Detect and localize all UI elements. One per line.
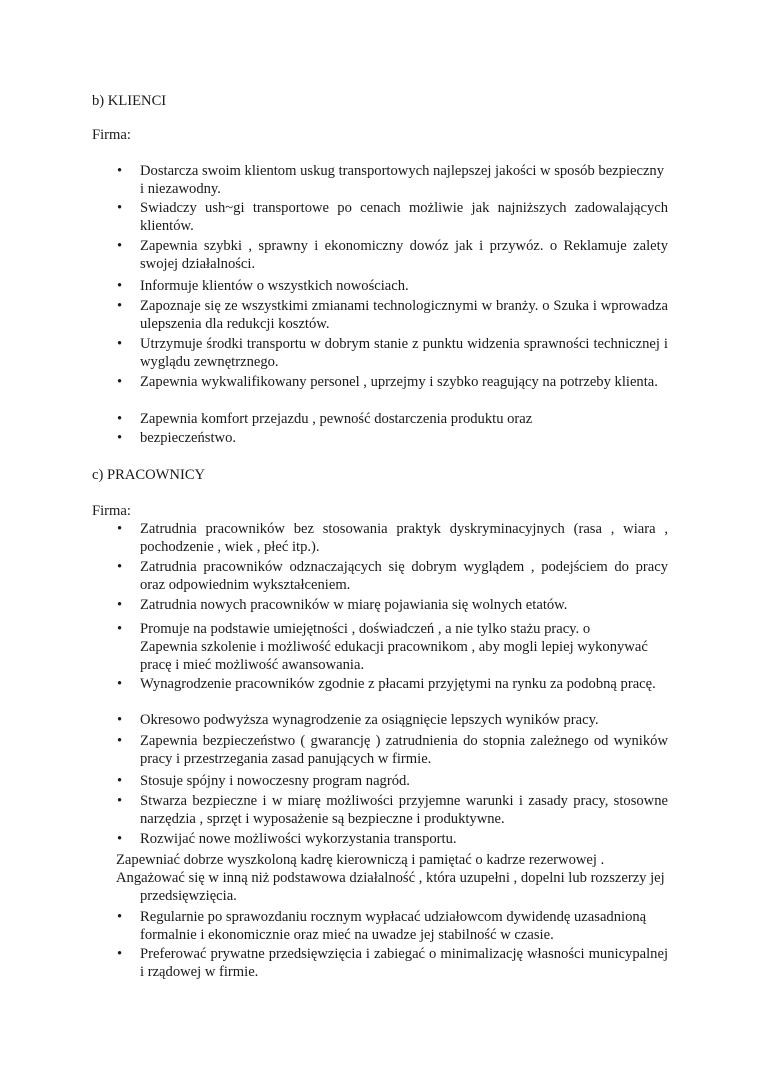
list-item	[117, 162, 668, 198]
bullet-icon: •	[117, 946, 123, 962]
list-item-text: Zapoznaje się ze wszystkimi zmianami technologicznymi w branży. o Szuka i wprowadza ulepszenia dla redukcji kosztów.	[140, 298, 668, 333]
list-item	[117, 237, 668, 273]
list-item-text: Swiadczy ush~gi transportowe po cenach możliwie jak najniższych zadowalających klientów.	[140, 200, 668, 235]
list-item-text: Zapewnia komfort przejazdu , pewność dostarczenia produktu oraz	[140, 411, 533, 427]
list-item	[140, 638, 668, 674]
list-item-text: Preferować prywatne przedsięwzięcia i zabiegać o minimalizację własności municypalnej i rządowej w firmie.	[140, 946, 668, 981]
bullet-icon: •	[117, 278, 123, 294]
bullet-icon: •	[117, 374, 123, 390]
section-klienci-heading: b) KLIENCI	[92, 93, 167, 109]
list-item	[117, 429, 668, 447]
list-item	[117, 373, 668, 391]
list-item	[117, 792, 668, 828]
list-item-text: Zapewnia wykwalifikowany personel , uprzejmy i szybko reagujący na potrzeby klienta.	[140, 374, 658, 390]
list-item	[117, 558, 668, 594]
bullet-icon: •	[117, 773, 123, 789]
list-item-text: Regularnie po sprawozdaniu rocznym wypłacać udziałowcom dywidendę uzasadnioną formalnie i ekonomicznie oraz mieć na uwadze jej stabilność w czasie.	[140, 909, 647, 944]
bullet-icon: •	[117, 712, 123, 728]
list-item	[117, 711, 668, 729]
bullet-icon: •	[117, 430, 123, 446]
list-item-text: bezpieczeństwo.	[140, 430, 237, 446]
bullet-icon: •	[117, 200, 123, 216]
list-item	[117, 410, 668, 428]
list-item-text: Rozwijać nowe możliwości wykorzystania transportu.	[140, 831, 457, 847]
list-item	[117, 945, 668, 981]
list-item	[117, 297, 668, 333]
bullet-icon: •	[117, 163, 123, 179]
list-item-text: Zapewnia szkolenie i możliwość edukacji pracownikom , aby mogli lepiej wykonywać pracę i mieć możliwość awansowania.	[140, 639, 648, 674]
list-item-text: Zapewnia szybki , sprawny i ekonomiczny dowóz jak i przywóz. o Reklamuje zalety swojej działalności.	[140, 238, 668, 273]
bullet-icon: •	[117, 676, 123, 692]
list-item	[117, 199, 668, 235]
list-item-text: Wynagrodzenie pracowników zgodnie z płacami przyjętymi na rynku za podobną pracę.	[140, 676, 656, 692]
list-item-text: Zapewnia bezpieczeństwo ( gwarancję ) zatrudnienia do stopnia zależnego od wyników pracy i przestrzegania zasad panujących w firmie.	[140, 733, 668, 768]
paragraph: Zapewniać dobrze wyszkoloną kadrę kierowniczą i pamiętać o kadrze rezerwowej .	[116, 852, 605, 868]
list-item	[117, 520, 668, 556]
list-item	[117, 732, 668, 768]
list-item	[117, 335, 668, 371]
list-item-text: Utrzymuje środki transportu w dobrym stanie z punktu widzenia sprawności technicznej i wyglądu zewnętrznego.	[140, 336, 668, 371]
section-pracownicy-intro: Firma:	[92, 503, 131, 519]
list-item-text: Promuje na podstawie umiejętności , doświadczeń , a nie tylko stażu pracy. o	[140, 621, 591, 637]
list-item-text: Zatrudnia pracowników odznaczających się dobrym wyglądem , podejściem do pracy oraz odpowiednim wykształceniem.	[140, 559, 668, 594]
bullet-icon: •	[117, 909, 123, 925]
list-item-text: Dostarcza swoim klientom uskug transportowych najlepszej jakości w sposób bezpieczny i niezawodny.	[140, 163, 665, 198]
section-pracownicy-heading: c) PRACOWNICY	[92, 467, 206, 483]
bullet-icon: •	[117, 559, 123, 575]
list-item-text: Stwarza bezpieczne i w miarę możliwości przyjemne warunki i zasady pracy, stosowne narzędzia , sprzęt i wyposażenie są bezpieczne i produktywne.	[140, 793, 668, 828]
list-item-text: Stosuje spójny i nowoczesny program nagród.	[140, 773, 410, 789]
bullet-icon: •	[117, 621, 123, 637]
list-item	[117, 620, 668, 638]
list-item-text: Zatrudnia nowych pracowników w miarę pojawiania się wolnych etatów.	[140, 597, 568, 613]
list-item-text: Okresowo podwyższa wynagrodzenie za osiągnięcie lepszych wyników pracy.	[140, 712, 599, 728]
bullet-icon: •	[117, 298, 123, 314]
paragraph: Angażować się w inną niż podstawowa działalność , która uzupełni , dopelni lub rozszerzy jej przedsięwzięcia.	[116, 870, 665, 905]
bullet-icon: •	[117, 733, 123, 749]
bullet-icon: •	[117, 597, 123, 613]
list-item-text: Zatrudnia pracowników bez stosowania praktyk dyskryminacyjnych (rasa , wiara , pochodzenie , wiek , płeć itp.).	[140, 521, 668, 556]
list-item	[117, 675, 668, 693]
list-item	[117, 830, 668, 848]
list-item	[117, 908, 668, 944]
list-item	[117, 772, 668, 790]
list-item-text: Informuje klientów o wszystkich nowościach.	[140, 278, 409, 294]
bullet-icon: •	[117, 336, 123, 352]
list-item	[117, 596, 668, 614]
list-item	[117, 277, 668, 295]
bullet-icon: •	[117, 238, 123, 254]
bullet-icon: •	[117, 831, 123, 847]
bullet-icon: •	[117, 793, 123, 809]
bullet-icon: •	[117, 521, 123, 537]
section-klienci-intro: Firma:	[92, 127, 131, 143]
bullet-icon: •	[117, 411, 123, 427]
